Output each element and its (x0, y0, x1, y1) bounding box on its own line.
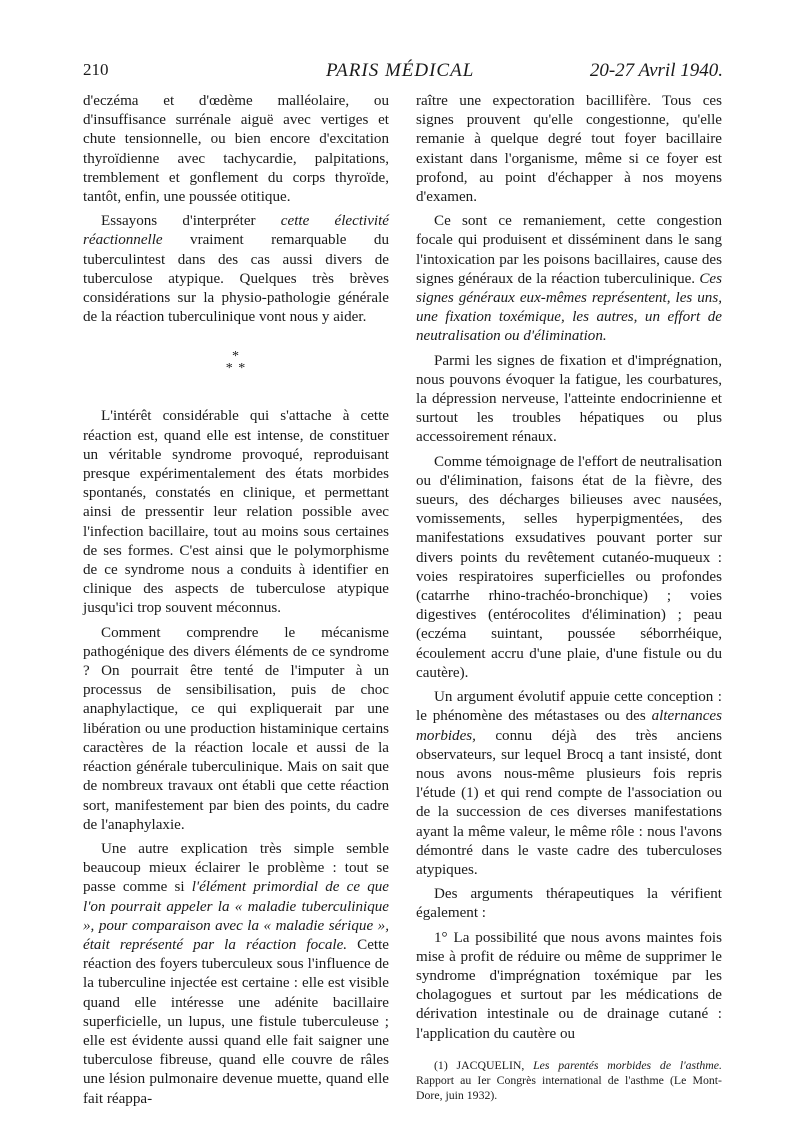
text-run: Essayons d'interpréter (101, 213, 281, 230)
paragraph (83, 212, 389, 327)
text-run: Ce sont ce remaniement, cette congestion focale qui produisent et disséminent dans le sang l'intoxication par les poisons bacillaires, cause des signes généraux de la réaction tuberculinique. (416, 213, 722, 287)
paragraph: L'intérêt considérable qui s'attache à cette réaction est, quand elle est intense, de constituer un véritable syndrome provoqué, reproduisant presque expérimentalement des états morbides spontanés, constatés en clinique, et permettant ainsi de pressentir leur relation possible avec l'infection bacillaire, tout au moins sous certaines de ses formes. C'est ainsi que le polymorphisme de ce syndrome nous a conduits à identifier en clinique des aspects de tuberculose atypique jusqu'ici trop souvent méconnus. (83, 408, 389, 617)
section-separator-asterism (83, 351, 389, 375)
paragraph: Comme témoignage de l'effort de neutralisation ou d'élimination, faisons état de la fièvre, des sueurs, des décharges bilieuses avec nausées, vomissements, selles hyperpigmentées, des manifestations exsudatives pouvant porter sur divers points du revêtement cutanéo-muqueux : voies respiratoires superficielles ou profondes (catarrhe rhino-trachéo-bronchique) ; voies digestives (entérocolites d'élimination) ; peau (eczéma suintant, poussée séborrhéique, écoulement accru d'une plaie, d'une fistule ou du cautère). (416, 453, 722, 681)
footnote (416, 1058, 722, 1103)
paragraph: Des arguments thérapeutiques la vérifient également : (416, 886, 722, 922)
page-number: 210 (83, 60, 109, 79)
paragraph: 1° La possibilité que nous avons maintes fois mise à profit de réduire ou même de supprimer le syndrome d'imprégnation toxémique par les cholagogues et surtout par les médications de dérivation intestinale ou de drainage cutané : l'application du cautère ou (416, 929, 722, 1042)
footnote-text: Rapport au Ier Congrès international de l'asthme (Le Mont-Dore, juin 1932). (416, 1072, 722, 1102)
asterism-bottom: * * (225, 361, 247, 377)
paragraph: Parmi les signes de fixation et d'imprégnation, nous pouvons évoquer la fatigue, les courbatures, la dépression nerveuse, l'atteinte endocrinienne et surtout les troubles hépatiques ou plus accessoirement rénaux. (416, 352, 722, 446)
italic-text: Ces signes généraux eux-mêmes représentent, les uns, une fixation toxémique, les autres, un effort de neutralisation ou d'élimination. (416, 270, 722, 345)
paragraph: raître une expectoration bacillifère. Tous ces signes prouvent qu'elle congestionne, qu'elle remanie à quelque degré tout foyer bacillaire existant dans l'organisme, même si ce foyer est profond, au point d'échapper à nos moyens d'examen. (416, 93, 722, 206)
asterism-top: * (232, 349, 240, 365)
paragraph: d'eczéma et d'œdème malléolaire, ou d'insuffisance surrénale aiguë avec vertiges et chute tensionnelle, ou bien encore d'excitation thyroïdienne avec tachycardie, palpitations, tremblement et gonflement du corps thyroïde, tantôt, enfin, une poussée otitique. (83, 93, 389, 206)
paragraph (416, 212, 722, 346)
italic-text: alternances morbides, (416, 708, 722, 744)
italic-text: cette électivité réactionnelle (83, 213, 389, 249)
paragraph: Comment comprendre le mécanisme pathogénique des divers éléments de ce syndrome ? On pourrait être tenté de l'imputer à un processus de sensibilisation, puis de choc anaphylactique, ce qui expliquerait par une libération ou une production histaminique certains caractères de la réaction locale et aussi de la réaction générale tuberculinique. Mais on sait que de nombreux travaux ont établi que cette réaction sort, manifestement par bien des points, du cadre de l'anaphylaxie. (83, 624, 389, 833)
paragraph (83, 840, 389, 1109)
text-run: Cette réaction des foyers tuberculeux sous l'influence de la tuberculine injectée est certaine : elle est visible quand elle intéresse une adénite bacillaire superficielle, un lupus, une fistule tuberculeuse ; elle est évidente aussi quand elle fait saigner une tuberculose fibreuse, quand elle couvre de râles une lésion pulmonaire devenue muette, quand elle fait réappa- (83, 936, 389, 1107)
footnote-italic: Les parentés morbides de l'asthme. (533, 1057, 722, 1072)
journal-title: PARIS MÉDICAL (326, 60, 475, 81)
text-run: Une autre explication très simple semble beaucoup mieux éclairer le problème : tout se passe comme si (83, 840, 389, 896)
paragraph (416, 688, 722, 880)
text-run: connu déjà des très anciens observateurs, sur lequel Brocq a tant insisté, dont nous avons nous-même plusieurs fois repris l'étude (1) et qui rend compte de l'association ou de la succession de ces diverses manifestations ayant la même valeur, le même rôle : nous l'avons démontré dans le vaste cadre des tuberculoses atypiques. (416, 727, 722, 878)
text-run: vraiment remarquable du tuberculintest dans des cas aussi divers de tuberculose atypique. Quelques très brèves considérations sur la physio-pathologie générale de la réaction tuberculinique vont nous y aider. (83, 232, 389, 326)
right-column (416, 92, 722, 1108)
italic-text: l'élément primordial de ce que l'on pourrait appeler la « maladie tuberculinique », pour comparaison avec la « maladie sérique », était représenté par la réaction focale. (83, 879, 389, 953)
issue-date: 20-27 Avril 1940. (589, 60, 723, 81)
text-run: Un argument évolutif appuie cette conception : le phénomène des métastases ou des (416, 689, 722, 725)
running-header (83, 60, 723, 92)
footnote-text: (1) JACQUELIN, (434, 1057, 534, 1072)
footnote-separator (416, 1049, 722, 1050)
left-column (83, 92, 389, 1114)
